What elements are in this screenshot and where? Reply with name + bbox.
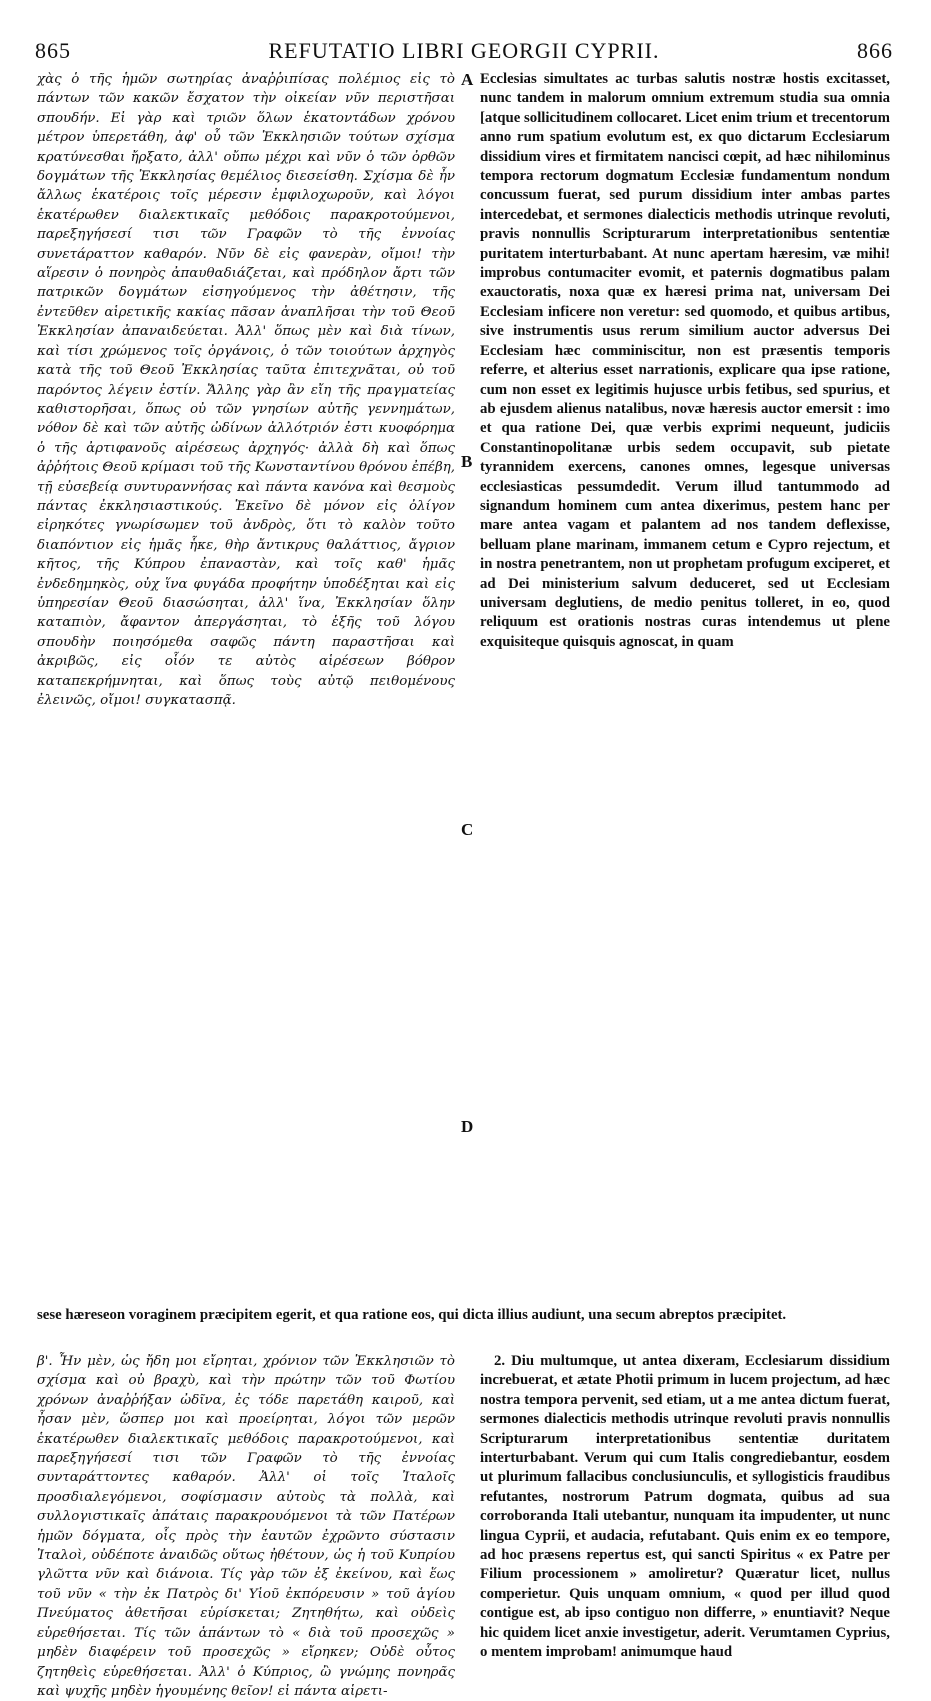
margin-marker-d: D [461, 1117, 474, 1136]
greek-paragraph-2: β'. Ἦν μὲν, ὡς ἤδη μοι εἴρηται, χρόνιον τῶν Ἐκκλησιῶν τὸ σχίσμα καὶ οὐ βραχὺ, καὶ τὴν πρώτην τῶν τοῦ Φωτίου χρόνων ἀναῤῥήξαν ὠδῖνα, ἐς τόδε παρετάθη καιροῦ, καὶ ἦσαν μὲν, ὥσπερ μοι καὶ προείρηται, λόγοι τῶν μερῶν ἑκατέρωθεν διαλεκτικαῖς μεθόδοις παρακροτούμενοι, καὶ παρεξηγήσεσί τισι τῶν Γραφῶν τὸ τῆς ἐννοίας συνταράττοντες καθαρόν. Ἀλλ' οἱ τοῖς Ἰταλοῖς προσδιαλεγόμενοι, σοφίσμασιν αὐτοὺς τὰ πολλὰ, καὶ συλλογιστικαῖς ἀπάταις παρακρουόμενοι τὰ τῶν Πατέρων ἡμῶν δόγματα, οἷς πρὸς τὴν ἑαυτῶν ἐχρῶντο σύστασιν Ἰταλοὶ, οὐδέποτε ἀναιδῶς οὕτως ἠθέτουν, ὡς ἡ τοῦ Κυπρίου γλῶττα νῦν καὶ διάνοια. Τίς γὰρ τῶν ἐξ ἐκείνου, καὶ ἕως τοῦ νῦν « τὴν ἐκ Πατρὸς δι' Υἱοῦ ἐκπόρευσιν » τοῦ ἁγίου Πνεύματος ἀθετῆσαι εὑρίσκεται; Ζητηθήτω, καὶ οὐδεὶς εὑρεθήσεται. Τίς τῶν ἁπάντων τὸ « διὰ τοῦ προσεχῶς » μηδὲν διαφέρειν τοῦ προσεχῶς » εἴρηκεν; Οὐδὲ οὗτος ζητηθεὶς εὑρεθήσεται. Ἀλλ' ὁ Κύπριος, ὢ γνώμης πονηρᾶς καὶ ψυχῆς μηδὲν ἡγουμένης θεῖον! εἰ πάντα αἱρετι- [37, 1354, 455, 1699]
greek-column-bottom [37, 1352, 455, 1701]
margin-marker-c: C [461, 820, 474, 839]
margin-marker-a: A [461, 70, 474, 89]
page-number-right: 866 [857, 38, 893, 63]
latin-paragraph-2: 2. Diu multumque, ut antea dixeram, Ecclesiarum dissidium increbuerat, et ætate Photii primum in lucem projectum, ad hæc nostra tempora pervenit, sed etiam, ut a me antea dictum fuerat, sermones dialecticis methodis utrinque revoluti pravis nonnullis Scripturarum interpretationibus sententiæ duritatem interturbabant. Verum qui cum Italis congrediebantur, eosdem ut plurimum fallacibus conclusiunculis, et syllogisticis fraudibus refutantes, nostrorum Patrum dogmata, quibus ad sua corroboranda Itali utebantur, nunquam ita impudenter, ut nunc lingua Cyprii, et audacia, refutabant. Quis enim ex eo tempore, ad hoc præsens repertus est, qui sancti Spiritus « ex Patre per Filium processionem » amoliretur? Quæratur licet, nullus comperietur. Quis unquam omnium, « quod per illud quod contigue est, ab ipso contiguo non differre, » enuntiavit? Neque hic quidem licet anxie investigetur, aderit. Verumtamen Cyprius, o mentem improbam! animumque haud [480, 1353, 890, 1661]
page-number-left: 865 [35, 38, 71, 63]
latin-paragraph-1: Ecclesias simultates ac turbas salutis nostræ hostis excitasset, nunc tandem in malorum omnium extremum studia sua omnia [atque sollicitudinem collocaret. Licet enim trium et trecentorum anno rum spatium evolutum est, ex quo dictarum Ecclesiarum dissidium vires et firmitatem nancisci cœpit, ad hæc nihilominus tempora rectorum dogmatum Ecclesiæ fundamentum nondum concussum fuerat, sed purum dissidium inter ambas partes intercedebat, et sermones dialecticis methodis utrinque revoluti, pravis nonnullis Scripturarum interpretationibus sententiæ puritatem interturbabant. At nunc apertam hæresim, væ mihi! improbus contumaciter evomit, et paternis dogmatibus palam exauctoratis, noxa quæ ex hæresi prima nat, universam Dei Ecclesiam inficere non veretur: sed quomodo, et quibus artibus, sive instrumentis usus rerum similium auctor adversus Dei Ecclesiam hæc comminiscitur, non est præsentis temporis referre, et alterius esset narrationis, explicare qua ipse ratione, cum non esset ex legitimis hujusce urbis fetibus, sed spurius, et ab ejusdem alienus natalibus, novæ hæresis auctor emersit : imo et qua ratione Dei, quæ verbis exprimi nequeunt, judiciis Constantinopolitanæ urbis sedem occupavit, sub pietate tyrannidem exercens, canones omnes, legesque universas ecclesiasticas pessumdedit. Verum illud tantummodo ad signandum hominem cum antea dixerimus, pestem hanc per mare antea vagam et palantem ad nos tandem deflexisse, belluam plane marinam, immanem cetum e Cypro rejectum, et in nostra penetrantem, non ut prophetam profugum exciperet, et ad Dei ministerium salvum deduceret, sed ut Ecclesiam universam deglutiens, de medio penitus tolleret, in eo, quod reliquum est orationis nostras curas intendemus ut plene exquisiteque quisquis agnoscat, in quam [480, 71, 890, 650]
latin-spanning-line: sese hæreseon voraginem præcipitem egerit, et qua ratione eos, qui dicta illius audiunt, una secum abreptos præcipitet. [37, 1307, 787, 1323]
running-title: REFUTATIO LIBRI GEORGII CYPRII. [268, 38, 660, 63]
running-header [35, 38, 893, 68]
latin-column-top [480, 70, 890, 652]
margin-marker-b: B [461, 452, 473, 471]
greek-column-top [37, 70, 455, 710]
greek-paragraph-1: χὰς ὁ τῆς ἡμῶν σωτηρίας ἀναῤῥιπίσας πολέμιος εἰς τὸ πάντων τῶν κακῶν ἔσχατον τὴν οἰκείαν νῦν περιστῆσαι σπουδήν. Εἰ γὰρ καὶ τριῶν ὅλων ἑκατοντάδων χρόνου μέτρον ὑπερετάθη, ἀφ' οὗ τῶν Ἐκκλησιῶν τούτων σχίσμα κρατύνεσθαι ἤρξατο, ἀλλ' οὔπω μέχρι καὶ νῦν ὁ τῶν ὀρθῶν δογμάτων τῆς Ἐκκλησίας θεμέλιος διεσείσθη. Σχίσμα δὲ ἦν ἄλλως ἑκατέροις τοῖς μέρεσιν ἐμφιλοχωροῦν, καὶ λόγοι ἑκατέρωθεν διαλεκτικαῖς μεθόδοις παρακροτούμενοι, παρεξηγήσεσί τισι τῶν Γραφῶν τὸ τῆς ἐννοίας συνετάραττον καθαρόν. Νῦν δὲ εἰς φανερὰν, οἴμοι! τὴν αἵρεσιν ὁ πονηρὸς ἀπαυθαδιάζεται, καὶ πρόδηλον ἄρτι τῶν πατρικῶν δογμάτων εἰσηγούμενος τὴν ἀθέτησιν, τῆς ἐντεῦθεν αἱρετικῆς κακίας πᾶσαν ἀναπλῆσαι τὴν τοῦ Θεοῦ Ἐκκλησίαν ἀπαναιδεύεται. Ἀλλ' ὅπως μὲν καὶ διὰ τίνων, καὶ τίσι χρώμενος τοῖς ὀργάνοις, ὁ τῶν τοιούτων ἀρχηγὸς κατὰ τῆς τοῦ Θεοῦ Ἐκκλησίας ταῦτα ἐπιτεχνᾶται, οὐ τοῦ παρόντος λέγειν ἐστίν. Ἄλλης γὰρ ἂν εἴη τῆς πραγματείας καθιστορῆσαι, ὅπως οὐ τῶν γνησίων αὐτῆς γεννημάτων, νόθον δὲ καὶ τῶν αὐτῆς ὠδίνων ἀλλότριόν ἐστι κυοφόρημα ὁ τῆς ἀρτιφανοῦς αἱρέσεως ἀρχηγός· ἀλλὰ δὴ καὶ ὅπως ἀῤῥήτοις Θεοῦ κρίμασι τοῦ τῆς Κωνσταντίνου θρόνου ἐπέβη, τῇ εὐσεβείᾳ συντυραννήσας καὶ πάντα κανόνα καὶ θεσμοὺς πάντας ἐκκλησιαστικούς. Ἐκεῖνο δὲ μόνον εἰς ὀλίγον εἰρηκότες γνωρίσωμεν τοῦ ἀνδρὸς, ὅτι τὸ καλὸν τοῦτο διαπόντιον εἰς ἡμᾶς ἧκε, θὴρ ἄντικρυς θαλάττιος, ἄγριον κῆτος, τῆς Κύπρου ἐπαναστὰν, καὶ τοῖς καθ' ἡμᾶς ἐνδεδημηκὸς, οὐχ ἵνα φυγάδα προφήτην ὑποδέξηται καὶ εἰς ὑπηρεσίαν Θεοῦ διασώσηται, ἀλλ' ἵνα, Ἐκκλησίαν ὅλην καταπιὸν, ἄφαντον ἀπεργάσηται, τὸ ἑξῆς τοῦ λόγου σπουδὴν ποιησόμεθα σαφῶς πάντη παραστῆσαι καὶ ἀκριβῶς, εἰς οἷόν τε αὐτὸς αἱρέσεων βόθρον καταπεκρήμνηται, καὶ ὅπως τοὺς αὐτῷ πειθομένους ἐλεινῶς, οἴμοι! συγκατασπᾷ. [37, 72, 455, 708]
latin-column-bottom [480, 1352, 890, 1663]
